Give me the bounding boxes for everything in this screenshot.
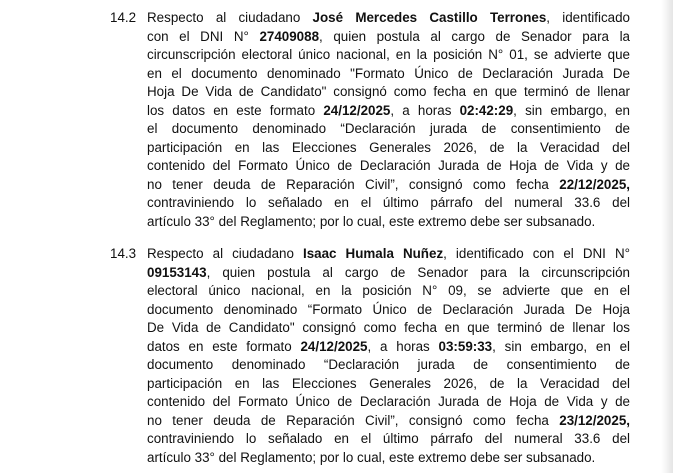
text-run: no tener deuda de Reparación Civil”, consignó como fecha bbox=[147, 412, 560, 428]
text-run: Hoja De Vida de Candidato" consignó como fecha en que terminó de llenar bbox=[147, 84, 630, 99]
section-paragraph bbox=[147, 245, 630, 467]
paragraph-line bbox=[147, 393, 630, 412]
paragraph-line bbox=[147, 245, 630, 264]
paragraph-line bbox=[147, 301, 630, 320]
paragraph-line bbox=[147, 176, 630, 195]
text-run: , identificado con el DNI N° bbox=[443, 246, 630, 261]
text-run: De Vida de Candidato" consignó como fecha en que terminó de llenar los bbox=[147, 320, 630, 335]
text-run: circunscripción electoral único nacional, en la posición N° 01, se advierte que bbox=[147, 47, 630, 62]
text-run: , quien postula al cargo de Senador para la circunscripción bbox=[206, 264, 630, 280]
text-run: participación en las Elecciones Generales 2026, de la Veracidad del bbox=[147, 139, 630, 155]
bold-text: 24/12/2025 bbox=[323, 102, 391, 118]
text-run: contenido del Formato Único de Declaración Jurada de Hoja de Vida y de bbox=[147, 394, 630, 409]
paragraph-line bbox=[147, 412, 630, 431]
paragraph-line bbox=[147, 157, 630, 176]
paragraph-line bbox=[147, 213, 630, 232]
text-run: , a horas bbox=[367, 338, 439, 354]
text-run: participación en las Elecciones Generales 2026, de la Veracidad del bbox=[147, 375, 630, 391]
section-paragraph bbox=[147, 9, 630, 231]
paragraph-line bbox=[147, 28, 630, 47]
paragraph-line bbox=[147, 46, 630, 65]
text-run: , sin embargo, en bbox=[513, 102, 630, 118]
bold-text: José Mercedes Castillo Terrones bbox=[312, 10, 547, 25]
text-run: , a horas bbox=[390, 102, 460, 118]
text-run: artículo 33° del Reglamento; por lo cual, este extremo debe ser subsanado. bbox=[147, 213, 596, 229]
paragraph-line bbox=[147, 430, 630, 449]
text-run: documento denominado “Formato Único de Declaración Jurada De Hoja bbox=[147, 301, 630, 317]
text-run: contraviniendo lo señalado en el último párrafo del numeral 33.6 del bbox=[147, 431, 630, 446]
text-run: con el DNI N° bbox=[147, 28, 260, 44]
section-14-2 bbox=[110, 9, 630, 231]
paragraph-line bbox=[147, 194, 630, 213]
text-run: contraviniendo lo señalado en el último párrafo del numeral 33.6 del bbox=[147, 195, 630, 210]
text-run: contenido del Formato Único de Declaración Jurada de Hoja de Vida y de bbox=[147, 158, 630, 173]
paragraph-line bbox=[147, 102, 630, 121]
text-run: , sin embargo, en el bbox=[492, 338, 630, 354]
text-run: los datos en este formato bbox=[147, 102, 324, 118]
paragraph-line bbox=[147, 9, 630, 28]
paragraph-line bbox=[147, 375, 630, 394]
page-edge-shadow bbox=[661, 0, 673, 473]
text-run: artículo 33° del Reglamento; por lo cual, este extremo debe ser subsanado. bbox=[147, 449, 596, 465]
paragraph-line bbox=[147, 139, 630, 158]
bold-text: 23/12/2025, bbox=[559, 412, 630, 428]
text-run: Respecto al ciudadano bbox=[147, 10, 313, 25]
paragraph-line bbox=[147, 65, 630, 84]
text-run: , quien postula al cargo de Senador para la bbox=[319, 28, 631, 44]
bold-text: 22/12/2025, bbox=[559, 176, 630, 192]
bold-text: 09153143 bbox=[147, 264, 207, 280]
section-number: 14.3 bbox=[110, 246, 137, 261]
bold-text: 03:59:33 bbox=[438, 338, 493, 354]
paragraph-line bbox=[147, 120, 630, 139]
paragraph-line bbox=[147, 264, 630, 283]
paragraph-line bbox=[147, 83, 630, 102]
paragraph-line bbox=[147, 319, 630, 338]
text-run: documento denominado “Declaración jurada de consentimiento de bbox=[147, 357, 630, 372]
paragraph-line bbox=[147, 282, 630, 301]
text-run: Respecto al ciudadano bbox=[147, 246, 303, 261]
section-number: 14.2 bbox=[110, 10, 137, 25]
text-run: electoral único nacional, en la posición N° 09, se advierte que en el bbox=[147, 283, 630, 298]
bold-text: 02:42:29 bbox=[459, 102, 514, 118]
paragraph-line bbox=[147, 449, 630, 468]
text-run: , identificado bbox=[546, 10, 630, 25]
text-run: en el documento denominado "Formato Único de Declaración Jurada De bbox=[147, 65, 630, 81]
bold-text: Isaac Humala Nuñez bbox=[302, 246, 444, 261]
section-14-3 bbox=[110, 245, 630, 467]
paragraph-line bbox=[147, 356, 630, 375]
text-run: datos en este formato bbox=[147, 338, 301, 354]
text-run: no tener deuda de Reparación Civil”, consignó como fecha bbox=[147, 176, 560, 192]
text-run: el documento denominado “Declaración jurada de consentimiento de bbox=[147, 121, 630, 136]
bold-text: 27409088 bbox=[259, 28, 320, 44]
bold-text: 24/12/2025 bbox=[300, 338, 368, 354]
paragraph-line bbox=[147, 338, 630, 357]
